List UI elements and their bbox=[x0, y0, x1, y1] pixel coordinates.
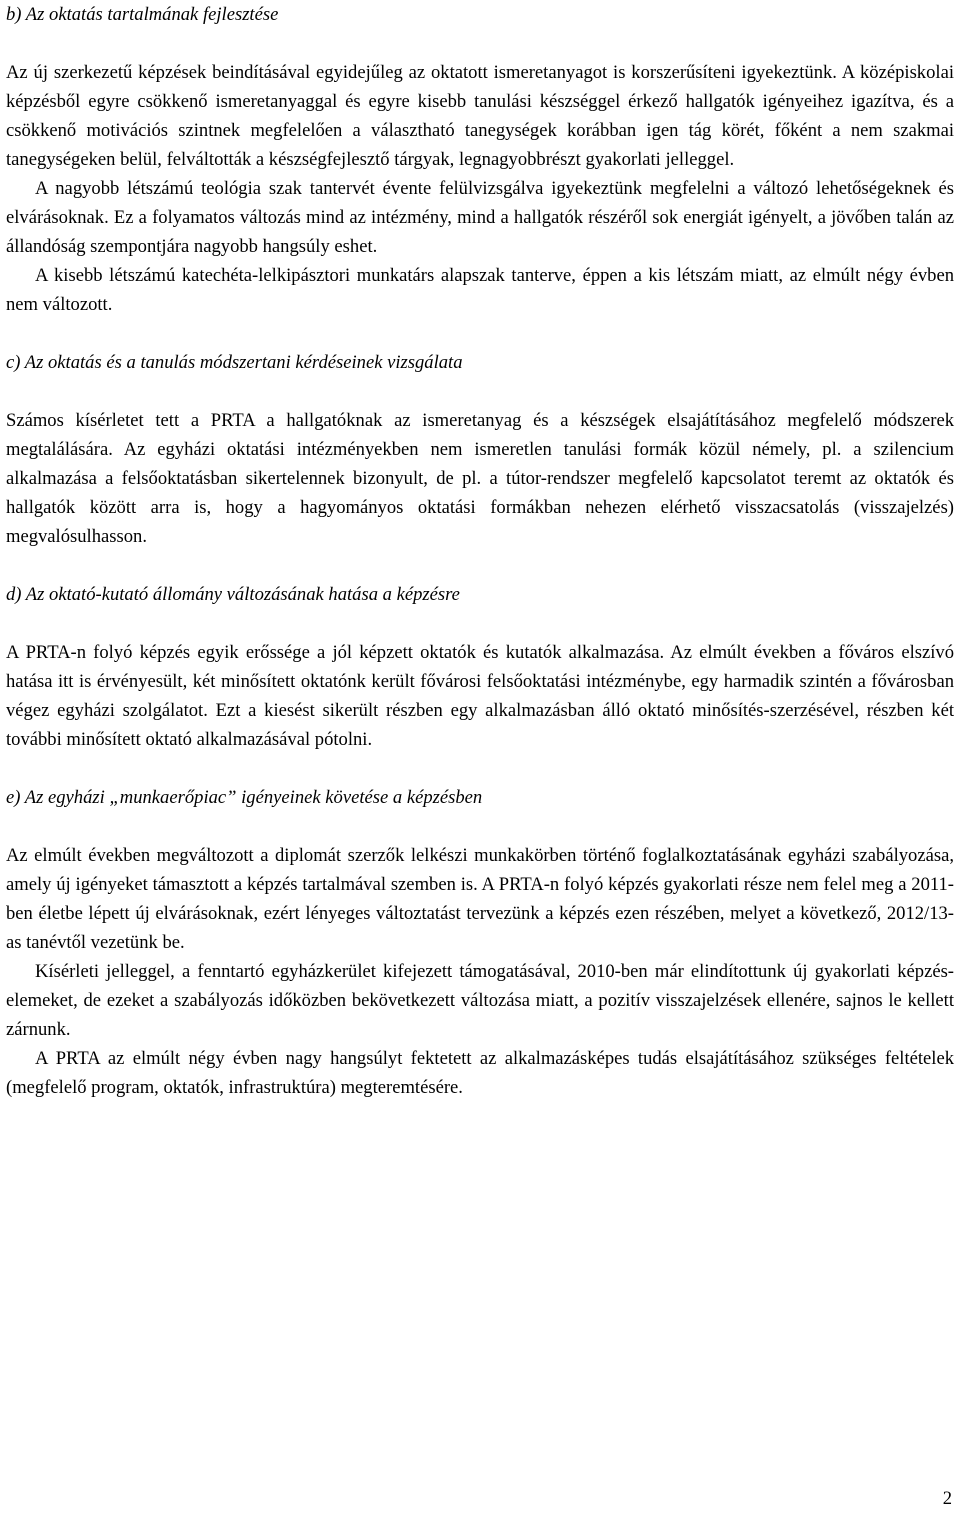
paragraph: Kísérleti jelleggel, a fenntartó egyházkerület kifejezett támogatásával, 2010-ben már elindítottunk új gyakorlati képzés-elemeket, de ezeket a szabályozás időközben bekövetkezett változása miatt, a pozitív visszajelzések ellenére, sajnos le kellett zárnunk. bbox=[6, 961, 954, 1040]
section-heading-b: b) Az oktatás tartalmának fejlesztése bbox=[6, 4, 279, 25]
spacer bbox=[6, 377, 954, 406]
section-heading-d: d) Az oktató-kutató állomány változásának hatása a képzésre bbox=[6, 584, 460, 605]
spacer bbox=[6, 754, 954, 783]
spacer bbox=[6, 319, 954, 348]
paragraph: Számos kísérletet tett a PRTA a hallgatóknak az ismeretanyag és a készségek elsajátításához megfelelő módszerek megtalálására. Az egyházi oktatási intézményekben nem ismeretlen tanulási formák közül némely, pl. a szilencium alkalmazása a felsőoktatásban sikertelennek bizonyult, de pl. a tútor-rendszer megfelelő kapcsolatot teremt az oktatók és hallgatók között arra is, hogy a hagyományos oktatási formákban nehezen elérhető visszacsatolás (visszajelzés) megvalósulhasson. bbox=[6, 410, 954, 547]
spacer bbox=[6, 551, 954, 580]
paragraph: A nagyobb létszámú teológia szak tantervét évente felülvizsgálva igyekeztünk megfelelni a változó lehetőségeknek és elvárásoknak. Ez a folyamatos változás mind az intézmény, mind a hallgatók részéről sok energiát igényelt, a jövőben talán az állandóság szempontjára nagyobb hangsúly eshet. bbox=[6, 178, 954, 257]
section-heading-c: c) Az oktatás és a tanulás módszertani kérdéseinek vizsgálata bbox=[6, 352, 463, 373]
document-page bbox=[6, 0, 954, 1102]
paragraph: A PRTA az elmúlt négy évben nagy hangsúlyt fektetett az alkalmazásképes tudás elsajátításához szükséges feltételek (megfelelő program, oktatók, infrastruktúra) megteremtésére. bbox=[6, 1048, 954, 1098]
paragraph: A PRTA-n folyó képzés egyik erőssége a jól képzett oktatók és kutatók alkalmazása. Az elmúlt években a főváros elszívó hatása itt is érvényesült, két minősített oktatónk került fővárosi felsőoktatási intézménybe, egy harmadik szintén a fővárosban végez egyházi szolgálatot. Ezt a kiesést sikerült részben egy alkalmazásban álló oktató minősítés-szerzésével, részben két további minősített oktató alkalmazásával pótolni. bbox=[6, 642, 954, 750]
section-heading-e: e) Az egyházi „munkaerőpiac” igényeinek követése a képzésben bbox=[6, 787, 483, 808]
spacer bbox=[6, 29, 954, 58]
spacer bbox=[6, 609, 954, 638]
paragraph: Az új szerkezetű képzések beindításával egyidejűleg az oktatott ismeretanyagot is korszerűsíteni igyekeztünk. A középiskolai képzésből egyre csökkenő ismeretanyaggal és egyre kisebb tanulási készséggel érkező hallgatók igényeihez igazítva, és a csökkenő motivációs szintnek megfelelően a választható tanegységek korábban igen tág körét, főként a nem szakmai tanegységeken belül, felváltották a készségfejlesztő tárgyak, legnagyobbrészt gyakorlati jelleggel. bbox=[6, 62, 954, 170]
paragraph: A kisebb létszámú katechéta-lelkipásztori munkatárs alapszak tanterve, éppen a kis létszám miatt, az elmúlt négy évben nem változott. bbox=[6, 265, 954, 315]
page-number: 2 bbox=[942, 1488, 952, 1509]
spacer bbox=[6, 812, 954, 841]
paragraph: Az elmúlt években megváltozott a diplomát szerzők lelkészi munkakörben történő foglalkoztatásának egyházi szabályozása, amely új igényeket támasztott a képzés tartalmával szemben is. A PRTA-n folyó képzés gyakorlati része nem felel meg a 2011-ben életbe lépett új elvárásoknak, ezért lényeges változtatást tervezünk a képzés ezen részében, melyet a következő, 2012/13-as tanévtől vezetünk be. bbox=[6, 845, 954, 953]
